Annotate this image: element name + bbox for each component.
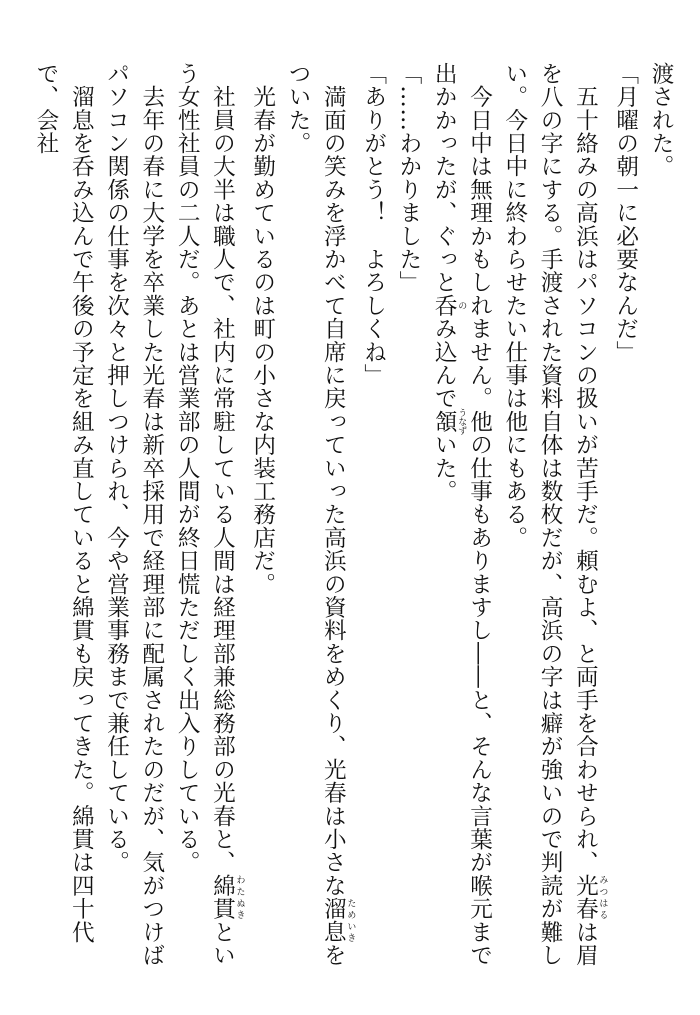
furigana-unazu: 頷 うなず: [431, 408, 467, 436]
paragraph-10: 去年の春に大学を卒業した光春は新卒採用で経理部に配属されたのだが、気がつけばパソコン関係の仕事を次々と押しつけられ、今や営業事務まで兼任している。: [103, 62, 165, 967]
paragraph-11: 溜息を呑み込んで午後の予定を組み直していると綿貫も戻ってきた。綿貫は四十代で、会社: [32, 62, 95, 944]
furigana-mitsuharu: 光春 みつはる: [572, 874, 608, 921]
furigana-reading-nomi: の: [456, 294, 467, 318]
furigana-nomi: 呑 の: [431, 294, 467, 318]
furigana-reading-unazu: うなず: [456, 408, 467, 436]
vertical-text-body: [18, 62, 678, 977]
paragraph-7-text: 満面の笑みを浮かべて自席に戻っていった高浜の資料をめくり、光春は小さな溜息 ためいきをついた。: [285, 62, 356, 967]
paragraph-8: 光春が勤めているのは町の小さな内装工務店だ。: [249, 62, 276, 596]
paragraph-4: [426, 62, 497, 977]
paragraph-9: [169, 62, 245, 977]
paragraph-6: 「ありがとう！ よろしくね」: [360, 62, 387, 387]
furigana-reading-mitsuharu: みつはる: [597, 874, 608, 921]
furigana-reading-watanuki: わたぬき: [234, 874, 245, 921]
paragraph-3: [497, 62, 608, 977]
furigana-reading-tameiki: ためいき: [345, 897, 356, 944]
paragraph-7: [280, 62, 356, 977]
paragraph-9-text: 社員の大半は職人で、社内に常駐している人間は経理部兼総務部の光春と、綿貫 わたぬきという女性社員の二人だ。あとは営業部の人間が終日慌ただしく出入りしている。: [174, 62, 245, 967]
furigana-watanuki: 綿貫 わたぬき: [209, 874, 245, 921]
paragraph-5: 「……わかりました」: [395, 62, 422, 294]
paragraph-3-text-a: 五十絡みの高浜はパソコンの扱いが苦手だ。頼むよ、と両手を合わせられ、光春 みつはるは眉を八の字にする。手渡された資料自体は数枚だが、高浜の字は癖が強いので判読が難しい。今日中に終わらせたい仕事は他にもある。: [501, 62, 608, 967]
paragraph-4-text: 今日中は無理かもしれません。他の仕事もありますし――と、そんな言葉が喉元まで出かかったが、ぐっと呑 のみ込んで頷 うなずいた。: [431, 62, 493, 967]
paragraph-2: 「月曜の朝一に必要なんだ」: [612, 62, 639, 364]
furigana-tameiki: 溜息 ためいき: [320, 897, 356, 944]
paragraph-1: 渡された。: [648, 62, 674, 178]
